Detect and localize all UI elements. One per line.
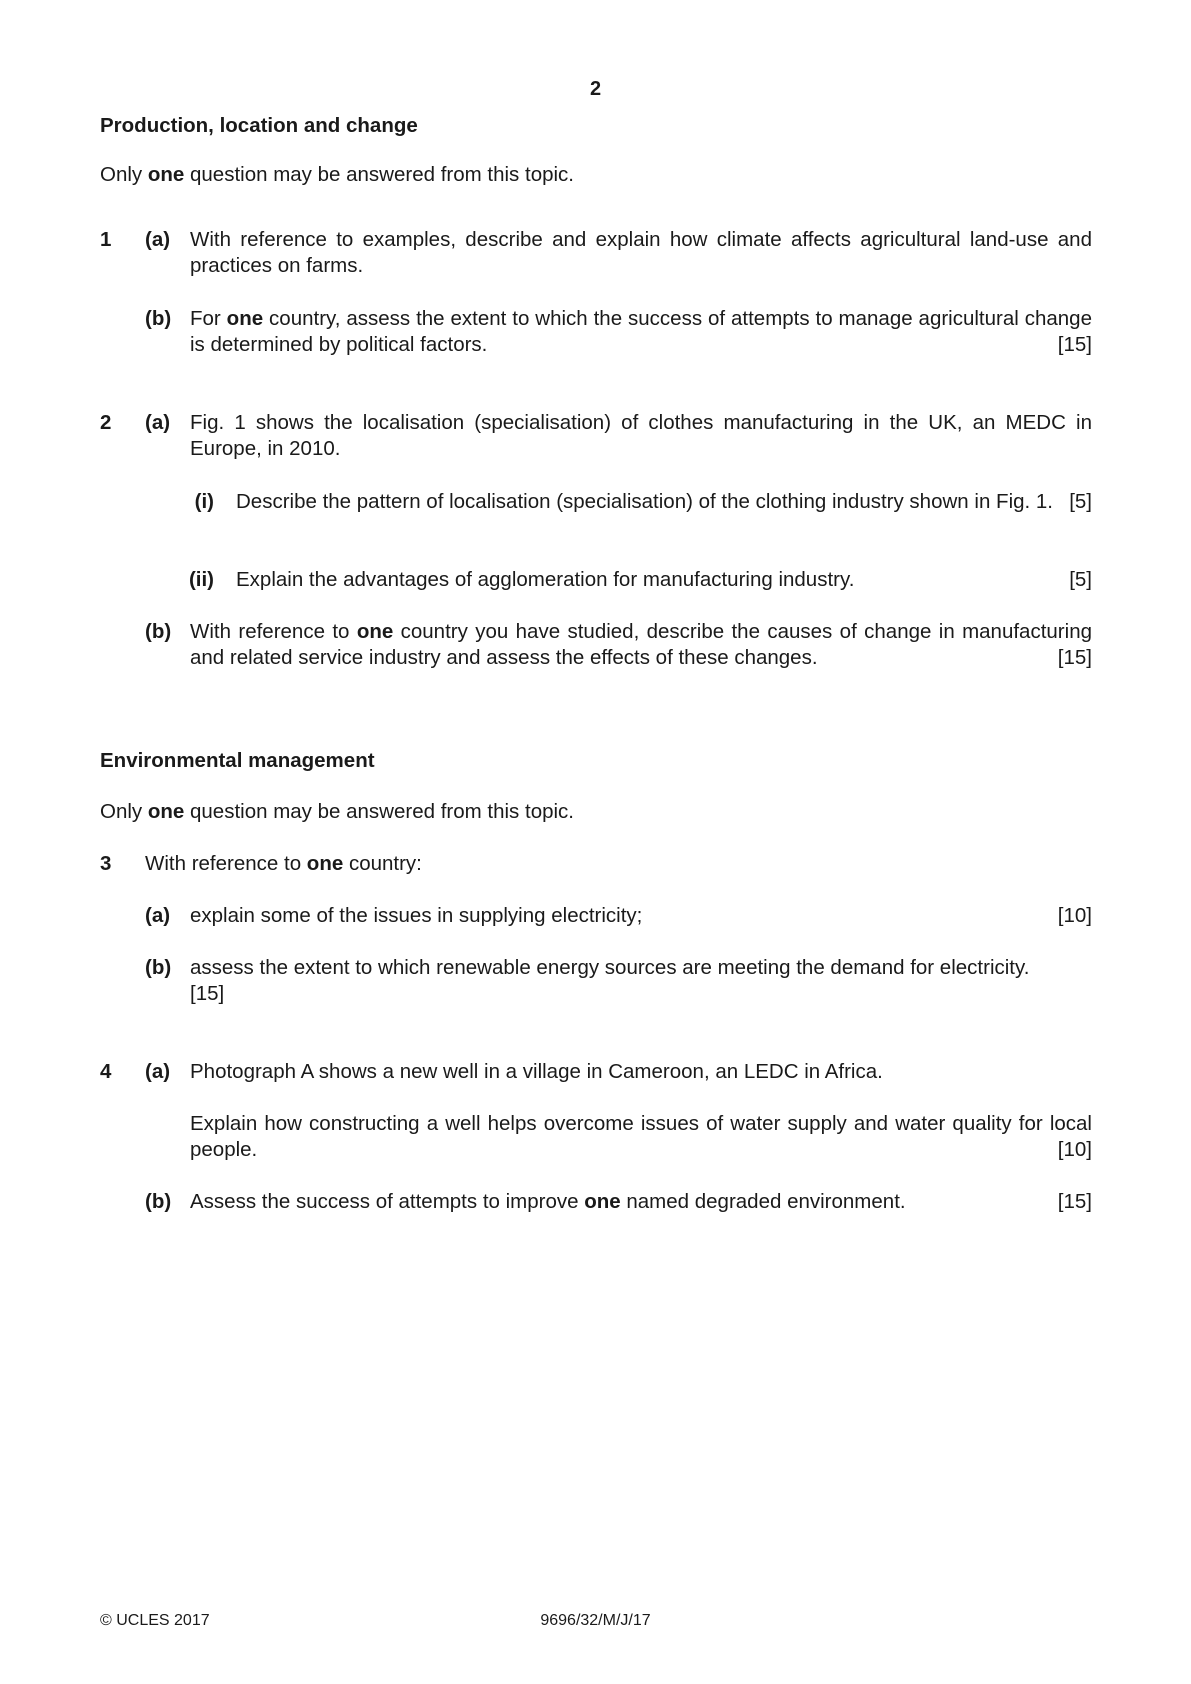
q1-part-b-mark: [15] xyxy=(1057,333,1092,356)
q3-part-b-text: assess the extent to which renewable energy sources are meeting the demand for electricity. [15] xyxy=(190,955,1092,1007)
q3-stem: With reference to one country: xyxy=(145,852,422,875)
section-intro-environmental: Only one question may be answered from this topic. xyxy=(100,800,575,823)
q1-part-a-label: (a) xyxy=(145,228,171,251)
q3-part-a-label: (a) xyxy=(145,904,171,927)
footer-copyright: © UCLES 2017 xyxy=(100,1612,210,1629)
q2-part-a-ii-label: (ii) xyxy=(188,568,214,591)
section-heading-environmental: Environmental management xyxy=(100,749,375,772)
q2-part-a-i-label: (i) xyxy=(194,490,214,513)
q4-part-b-mark: [15] xyxy=(1057,1190,1092,1213)
footer-paper-code: 9696/32/M/J/17 xyxy=(540,1612,651,1629)
section-heading-production: Production, location and change xyxy=(100,114,418,137)
q3-part-a-text: explain some of the issues in supplying electricity; [10] xyxy=(190,904,1092,927)
q1-part-b-label: (b) xyxy=(145,307,172,330)
q2-part-a-i-mark: [5] xyxy=(1069,490,1092,513)
q2-part-a-ii-mark: [5] xyxy=(1069,568,1092,591)
q2-part-a-i-text: Describe the pattern of localisation (specialisation) of the clothing industry shown in Fig. 1. [5] xyxy=(236,490,1092,513)
question-number-2: 2 xyxy=(100,411,112,434)
q2-part-b-text: With reference to one country you have studied, describe the causes of change in manufacturing and related service industry and assess the effects of these changes. [15] xyxy=(190,620,1092,669)
q4-part-a-text-2: Explain how constructing a well helps overcome issues of water supply and water quality for local people. [10] xyxy=(190,1112,1092,1161)
q2-part-a-ii-text: Explain the advantages of agglomeration for manufacturing industry. [5] xyxy=(236,568,1092,591)
page-number: 2 xyxy=(589,78,602,100)
section-intro-production: Only one question may be answered from this topic. xyxy=(100,163,575,186)
q4-part-b-label: (b) xyxy=(145,1190,172,1213)
q1-part-a-text: With reference to examples, describe and explain how climate affects agricultural land-use and practices on farms. xyxy=(190,228,1092,277)
q3-part-b-label: (b) xyxy=(145,956,172,979)
q2-part-b-mark: [15] xyxy=(1057,646,1092,669)
q3-part-b-mark: [15] xyxy=(190,982,225,1005)
q4-part-a-mark: [10] xyxy=(1057,1138,1092,1161)
q2-part-b-label: (b) xyxy=(145,620,172,643)
q4-part-a-text-1: Photograph A shows a new well in a village in Cameroon, an LEDC in Africa. xyxy=(190,1060,883,1083)
q1-part-b-text: For one country, assess the extent to which the success of attempts to manage agricultural change is determined by political factors. [15] xyxy=(190,307,1092,356)
question-number-4: 4 xyxy=(100,1060,112,1083)
q2-part-a-label: (a) xyxy=(145,411,171,434)
question-number-3: 3 xyxy=(100,852,112,875)
q3-part-a-mark: [10] xyxy=(1057,904,1092,927)
q2-part-a-text: Fig. 1 shows the localisation (specialisation) of clothes manufacturing in the UK, an MEDC in Europe, in 2010. xyxy=(190,411,1092,460)
q4-part-b-text: Assess the success of attempts to improve one named degraded environment. [15] xyxy=(190,1190,1092,1213)
question-number-1: 1 xyxy=(100,228,112,251)
q4-part-a-label: (a) xyxy=(145,1060,171,1083)
